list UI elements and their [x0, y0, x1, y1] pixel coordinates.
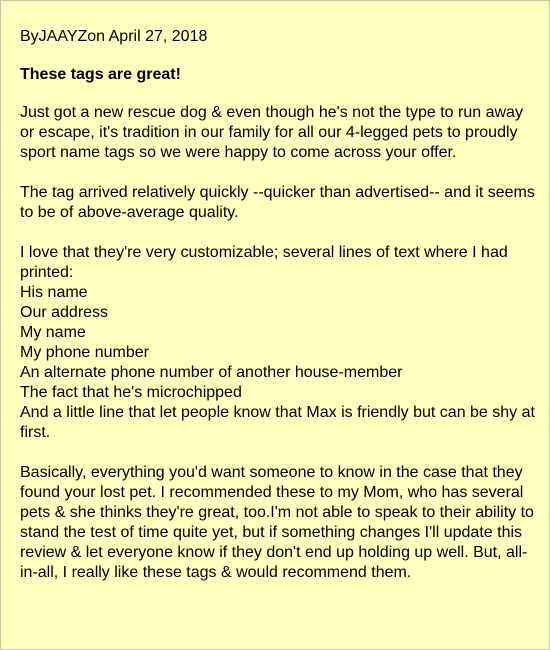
review-paragraph-4: Basically, everything you'd want someone to know in the case that they found your lost pet. I recommended these to my Mom, who has several pets & she thinks they're great, too.I'm not able to speak to their ability to stand the test of time quite yet, but if something changes I'll update this review & let everyone know if they don't end up holding up well. But, all-in-all, I really like these tags & would recommend them. — [20, 464, 534, 581]
review-paragraph-1: Just got a new rescue dog & even though he's not the type to run away or escape, it's tradition in our family for all our 4-legged pets to proudly sport name tags so we were happy to come across your offer. — [20, 104, 523, 161]
tag-line-his-name: His name — [20, 284, 88, 301]
review-title: These tags are great! — [20, 66, 181, 83]
tag-line-my-name: My name — [20, 324, 86, 341]
tag-line-my-phone: My phone number — [20, 344, 149, 361]
tag-line-alternate-phone: An alternate phone number of another house-member — [20, 364, 403, 381]
tag-line-our-address: Our address — [20, 304, 109, 321]
review-byline: ByJAAYZon April 27, 2018 — [20, 28, 208, 45]
review-paragraph-2: The tag arrived relatively quickly --quicker than advertised-- and it seems to be of above-average quality. — [20, 184, 535, 221]
review-content — [20, 27, 540, 603]
review-paragraph-3 — [20, 243, 540, 443]
tag-line-friendly: And a little line that let people know that Max is friendly but can be shy at first. — [20, 404, 535, 441]
tag-line-microchipped: The fact that he's microchipped — [20, 384, 242, 401]
review-paragraph-3-intro: I love that they're very customizable; several lines of text where I had printed: — [20, 244, 508, 281]
